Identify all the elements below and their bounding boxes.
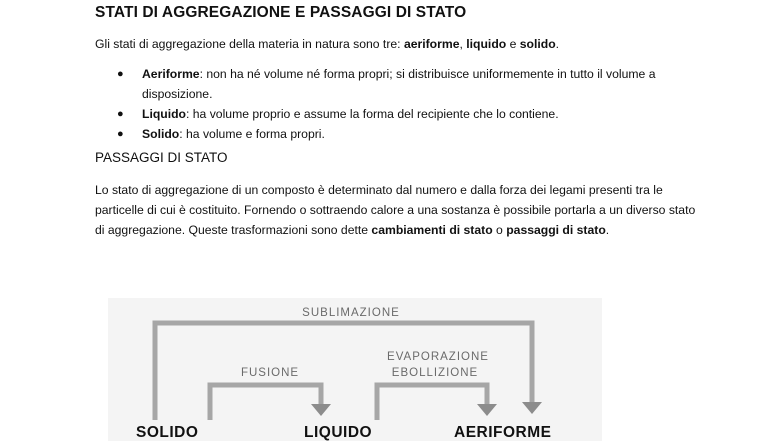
states-list — [95, 64, 695, 144]
section-heading: PASSAGGI DI STATO — [95, 150, 228, 165]
paragraph-text: Lo stato di aggregazione di un composto è determinato dal numero e dalla forza dei legami presenti tra le particelle di cui è costituito. Fornendo o sottraendo calore a una sostanza è possibile portarla a un diverso stato di aggregazione. Queste trasformazioni sono dette — [95, 183, 696, 237]
bullet-icon: ● — [117, 108, 124, 120]
state-name: Solido — [142, 127, 180, 141]
paragraph-connector: o — [492, 223, 507, 237]
aeriforme-label: AERIFORME — [454, 424, 552, 441]
diagram-background — [108, 298, 602, 441]
state-name: Aeriforme — [142, 67, 200, 81]
state-description: : ha volume proprio e assume la forma del recipiente che lo contiene. — [186, 107, 559, 121]
list-item — [95, 64, 695, 104]
state-description: : ha volume e forma propri. — [179, 127, 325, 141]
intro-aeriforme: aeriforme — [403, 37, 460, 51]
intro-liquido: liquido — [466, 37, 507, 51]
list-item — [95, 124, 695, 144]
paragraph-bold-term: cambiamenti di stato — [371, 223, 493, 237]
intro-separator: e — [506, 37, 520, 51]
list-item — [95, 104, 695, 124]
diagram-svg — [108, 298, 602, 441]
bullet-icon: ● — [117, 68, 124, 80]
intro-solido: solido — [519, 37, 556, 51]
state-transitions-diagram — [108, 298, 602, 441]
intro-end: . — [555, 37, 560, 51]
fusione-label: FUSIONE — [240, 367, 300, 379]
bullet-icon: ● — [117, 128, 124, 140]
paragraph-bold-term: passaggi di stato — [506, 223, 606, 237]
liquido-label: LIQUIDO — [304, 424, 373, 441]
solido-label: SOLIDO — [136, 424, 199, 441]
state-name: Liquido — [142, 107, 186, 121]
state-description: : non ha né volume né forma propri; si distribuisce uniformemente in tutto il volume a disposizione. — [142, 67, 656, 101]
sublimazione-label: SUBLIMAZIONE — [302, 307, 400, 319]
page-title: STATI DI AGGREGAZIONE E PASSAGGI DI STATO — [95, 4, 467, 21]
intro-paragraph — [95, 34, 715, 54]
ebollizione-label: EBOLLIZIONE — [391, 367, 479, 379]
paragraph-end: . — [605, 223, 610, 237]
intro-separator: , — [459, 37, 467, 51]
intro-text: Gli stati di aggregazione della materia in natura sono tre: — [95, 37, 404, 51]
body-paragraph — [95, 180, 700, 240]
evaporazione-label: EVAPORAZIONE — [387, 351, 489, 363]
